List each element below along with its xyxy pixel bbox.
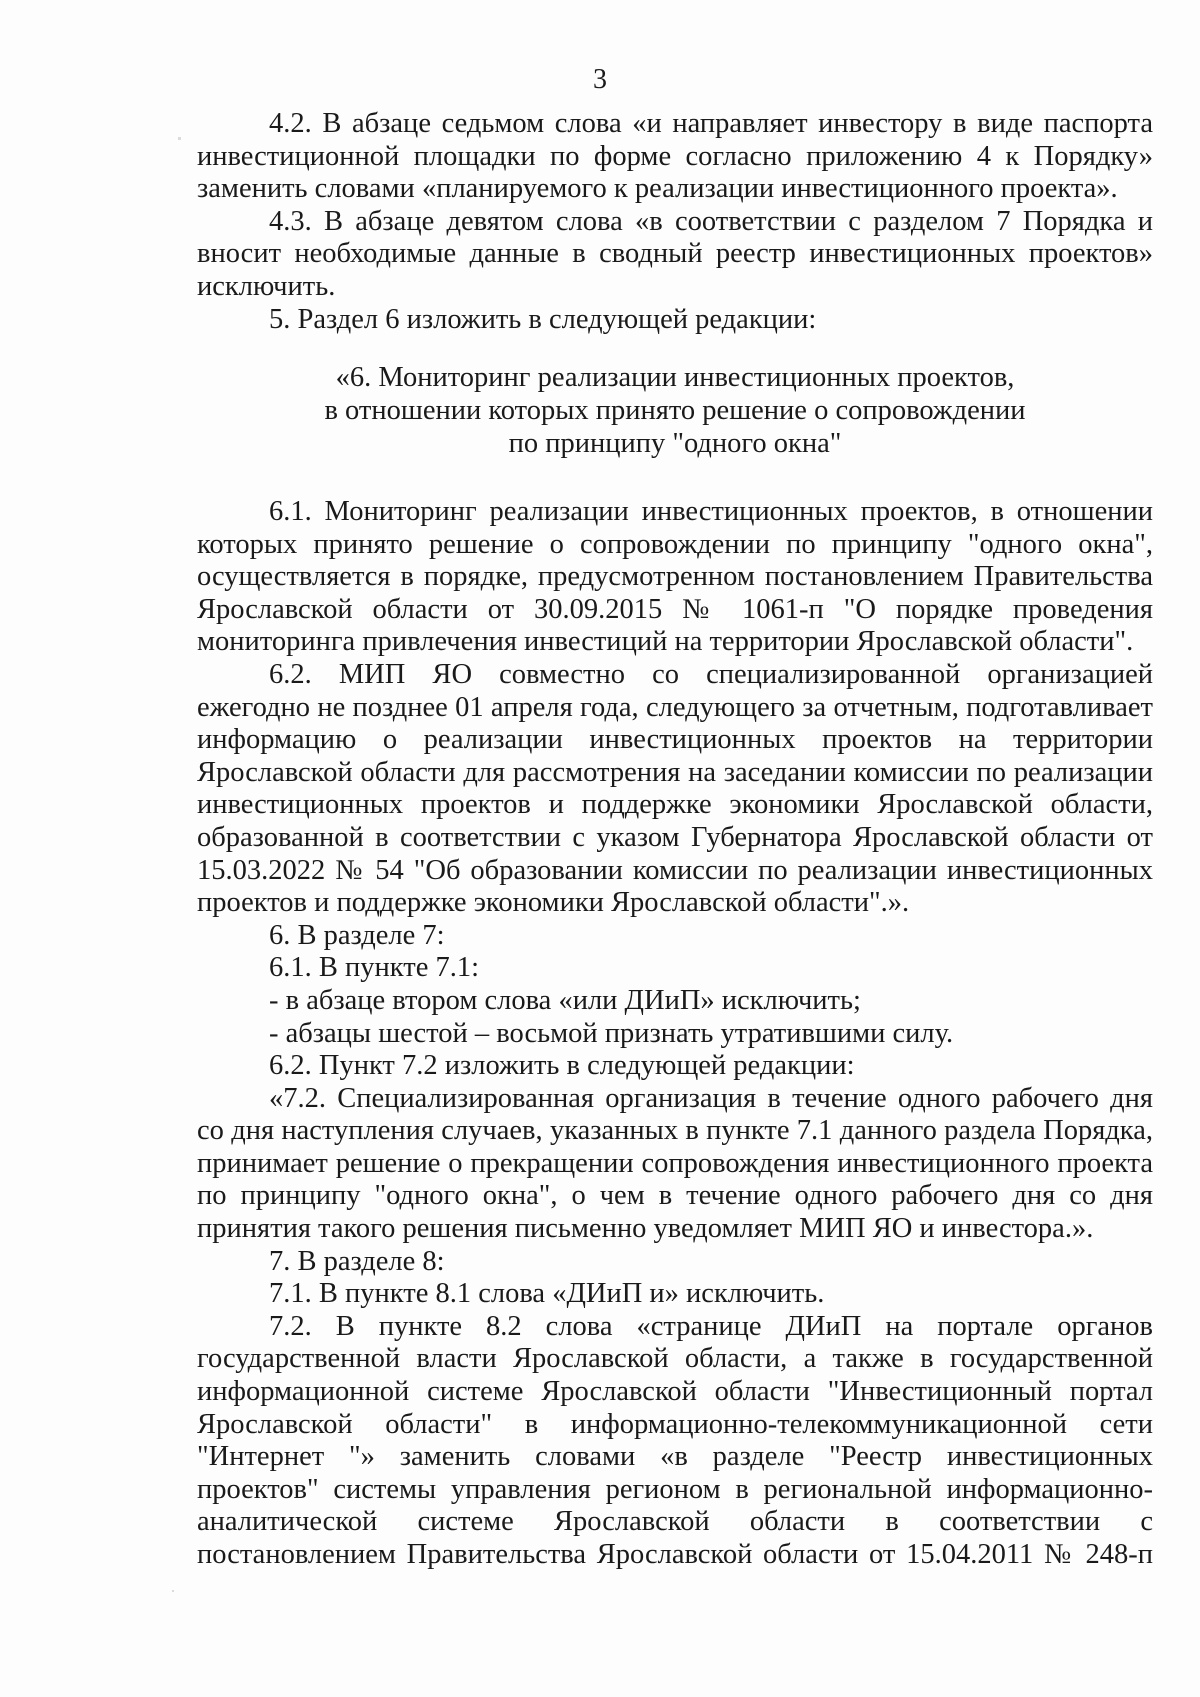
heading-line: в отношении которых принято решение о сопровождении — [324, 394, 1026, 426]
paragraph-7-1: 7.1. В пункте 8.1 слова «ДИиП и» исключить. — [269, 1278, 825, 1310]
paragraph-7-section-8: 7. В разделе 8: — [269, 1245, 445, 1277]
paragraph-bullet-second: - в абзаце втором слова «или ДИиП» исключить; — [269, 984, 861, 1016]
paragraph-6-1-monitoring: 6.1. Мониторинг реализации инвестиционных проектов, в отношении которых принято решение о сопровождении по принципу "одного окна", осуществляется в порядке, предусмотренном постановлением Правительства Ярославской области от 30.09.2015 № 1061-п "О порядке проведения мониторинга привлечения инвестиций на территории Ярославской области". — [197, 496, 1153, 658]
paragraph-6-2-point-7-2: 6.2. Пункт 7.2 изложить в следующей редакции: — [269, 1050, 855, 1082]
section-6-heading — [197, 362, 1153, 460]
paragraphs-before — [197, 108, 1153, 336]
paragraph-7-2-text: «7.2. Специализированная организация в течение одного рабочего дня со дня наступления случаев, указанных в пункте 7.1 данного раздела Порядка, принимает решение о прекращении сопровождения инвестиционного проекта по принципу "одного окна", о чем в течение одного рабочего дня со дня принятия такого решения письменно уведомляет МИП ЯО и инвестора.». — [197, 1082, 1153, 1245]
paragraph-6-1-point-7-1: 6.1. В пункте 7.1: — [269, 952, 480, 984]
paragraph-7-2: 7.2. В пункте 8.2 слова «странице ДИиП на портале органов государственной власти Ярославской области, а также в государственной информационной системе Ярославской области "Инвестиционный портал Ярославской области" в информационно-телекоммуникационной сети "Интернет "» заменить словами «в разделе "Реестр инвестиционных проектов" системы управления регионом в региональной информационно-аналитической системе Ярославской области в соответствии с постановлением Правительства Ярославской области от 15.04.2011 № 248-п — [197, 1310, 1153, 1570]
page-number: 3 — [593, 64, 607, 95]
paragraph-5: 5. Раздел 6 изложить в следующей редакции: — [269, 303, 817, 335]
paragraph-6-2-mip: 6.2. МИП ЯО совместно со специализированной организацией ежегодно не позднее 01 апреля года, следующего за отчетным, подготавливает информацию о реализации инвестиционных проектов на территории Ярославской области для рассмотрения на заседании комиссии по реализации инвестиционных проектов и поддержке экономики Ярославской области, образованной в соответствии с указом Губернатора Ярославской области от 15.03.2022 № 54 "Об образовании комиссии по реализации инвестиционных проектов и поддержке экономики Ярославской области".». — [197, 658, 1153, 919]
scan-artifact — [178, 137, 181, 140]
scan-artifact — [172, 1590, 174, 1592]
paragraph-bullet-sixth: - абзацы шестой – восьмой признать утратившими силу. — [269, 1017, 954, 1049]
paragraph-4-2: 4.2. В абзаце седьмом слова «и направляет инвестору в виде паспорта инвестиционной площадки по форме согласно приложению 4 к Порядку» заменить словами «планируемого к реализации инвестиционного проекта». — [197, 108, 1153, 205]
paragraph-6-section-7: 6. В разделе 7: — [269, 919, 445, 951]
heading-line: по принципу "одного окна" — [508, 427, 842, 459]
heading-line: «6. Мониторинг реализации инвестиционных проектов, — [335, 362, 1015, 393]
paragraphs-after — [197, 496, 1153, 1572]
paragraph-4-3: 4.3. В абзаце девятом слова «в соответствии с разделом 7 Порядка и вносит необходимые данные в сводный реестр инвестиционных проектов» исключить. — [197, 205, 1153, 302]
